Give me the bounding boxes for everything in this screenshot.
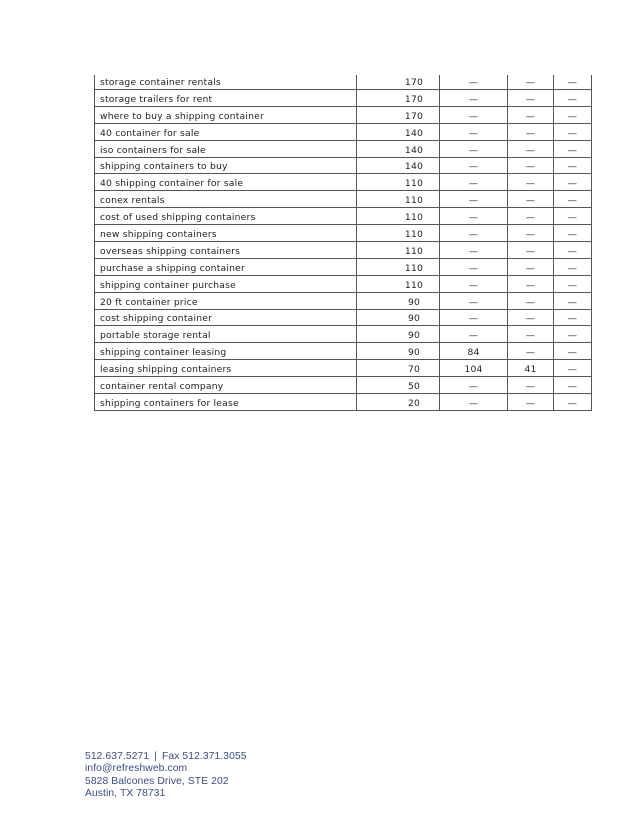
keyword-cell: 40 container for sale [95,123,357,140]
keyword-cell: cost shipping container [95,309,357,326]
table-row [95,174,592,191]
value-cell: — [508,326,554,343]
table-row [95,123,592,140]
value-cell: — [508,191,554,208]
value-cell: — [508,75,554,90]
value-cell: — [508,377,554,394]
value-cell: — [508,208,554,225]
value-cell: — [440,75,508,90]
keyword-table [94,75,592,411]
volume-cell: 140 [357,157,440,174]
value-cell: — [440,106,508,123]
keyword-cell: container rental company [95,377,357,394]
value-cell: — [440,258,508,275]
value-cell: 41 [508,360,554,377]
value-cell: — [554,309,592,326]
keyword-cell: new shipping containers [95,225,357,242]
value-cell: — [554,157,592,174]
phone-number: 512.637.5271 [85,751,150,762]
value-cell: — [554,90,592,107]
table-row [95,377,592,394]
table-row [95,225,592,242]
volume-cell: 20 [357,394,440,411]
table-row [95,360,592,377]
value-cell: — [440,191,508,208]
value-cell: — [508,343,554,360]
volume-cell: 50 [357,377,440,394]
table-row [95,90,592,107]
value-cell: — [554,258,592,275]
keyword-table-body [95,75,592,410]
value-cell: — [508,140,554,157]
volume-cell: 110 [357,258,440,275]
volume-cell: 90 [357,292,440,309]
value-cell: — [554,140,592,157]
keyword-cell: cost of used shipping containers [95,208,357,225]
volume-cell: 170 [357,75,440,90]
value-cell: — [554,225,592,242]
value-cell: — [440,90,508,107]
value-cell: — [440,174,508,191]
value-cell: — [440,377,508,394]
value-cell: — [508,258,554,275]
volume-cell: 90 [357,309,440,326]
volume-cell: 110 [357,225,440,242]
keyword-cell: shipping containers to buy [95,157,357,174]
value-cell: 104 [440,360,508,377]
value-cell: — [440,309,508,326]
volume-cell: 110 [357,242,440,259]
volume-cell: 90 [357,326,440,343]
volume-cell: 170 [357,90,440,107]
value-cell: — [440,242,508,259]
table-row [95,106,592,123]
footer-divider: | [154,751,157,762]
value-cell: — [508,242,554,259]
volume-cell: 110 [357,208,440,225]
keyword-cell: where to buy a shipping container [95,106,357,123]
value-cell: — [508,292,554,309]
volume-cell: 170 [357,106,440,123]
volume-cell: 70 [357,360,440,377]
value-cell: — [440,275,508,292]
value-cell: — [554,191,592,208]
keyword-cell: iso containers for sale [95,140,357,157]
value-cell: — [554,360,592,377]
value-cell: — [440,123,508,140]
volume-cell: 140 [357,123,440,140]
value-cell: — [554,75,592,90]
keyword-cell: shipping container purchase [95,275,357,292]
keyword-cell: shipping containers for lease [95,394,357,411]
value-cell: — [508,90,554,107]
value-cell: — [554,106,592,123]
keyword-cell: conex rentals [95,191,357,208]
keyword-cell: storage container rentals [95,75,357,90]
value-cell: — [440,225,508,242]
table-row [95,326,592,343]
keyword-cell: 40 shipping container for sale [95,174,357,191]
value-cell: — [508,225,554,242]
email-address[interactable]: info@refreshweb.com [85,763,188,775]
volume-cell: 110 [357,275,440,292]
table-row [95,140,592,157]
value-cell: — [508,394,554,411]
contact-footer [85,751,245,801]
value-cell: — [554,123,592,140]
value-cell: — [508,157,554,174]
value-cell: — [508,123,554,140]
value-cell: — [440,157,508,174]
value-cell: — [440,140,508,157]
value-cell: — [554,242,592,259]
value-cell: 84 [440,343,508,360]
table-row [95,275,592,292]
table-row [95,191,592,208]
fax-number: Fax 512.371.3055 [161,751,247,762]
value-cell: — [554,343,592,360]
table-row [95,157,592,174]
table-row [95,343,592,360]
keyword-cell: storage trailers for rent [95,90,357,107]
street-address: 5828 Balcones Drive, STE 202 [85,775,229,787]
value-cell: — [440,208,508,225]
keyword-cell: leasing shipping containers [95,360,357,377]
city-state-zip: Austin, TX 78731 [85,788,166,800]
value-cell: — [508,174,554,191]
value-cell: — [440,326,508,343]
table-row [95,292,592,309]
keyword-cell: overseas shipping containers [95,242,357,259]
keyword-cell: shipping container leasing [95,343,357,360]
value-cell: — [440,394,508,411]
table-row [95,309,592,326]
table-row [95,394,592,411]
value-cell: — [440,292,508,309]
value-cell: — [554,292,592,309]
phone-fax-line [85,751,245,763]
value-cell: — [508,106,554,123]
value-cell: — [554,326,592,343]
table-row [95,75,592,90]
value-cell: — [554,394,592,411]
keyword-cell: 20 ft container price [95,292,357,309]
value-cell: — [554,377,592,394]
volume-cell: 140 [357,140,440,157]
volume-cell: 90 [357,343,440,360]
value-cell: — [554,275,592,292]
value-cell: — [554,208,592,225]
table-row [95,208,592,225]
keyword-cell: purchase a shipping container [95,258,357,275]
value-cell: — [508,309,554,326]
value-cell: — [508,275,554,292]
keyword-cell: portable storage rental [95,326,357,343]
volume-cell: 110 [357,174,440,191]
table-row [95,258,592,275]
table-row [95,242,592,259]
value-cell: — [554,174,592,191]
volume-cell: 110 [357,191,440,208]
